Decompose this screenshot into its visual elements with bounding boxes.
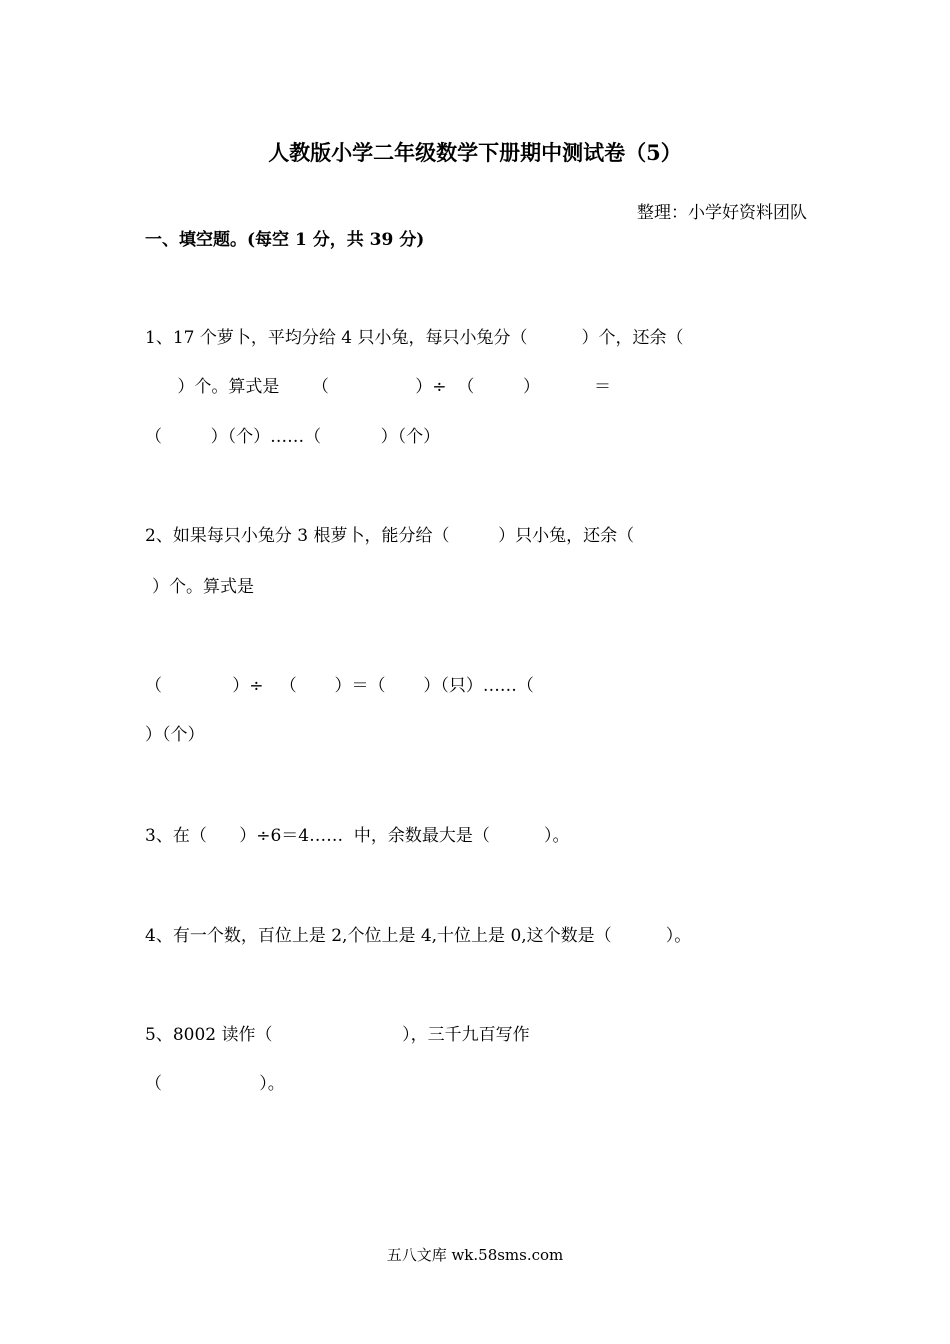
question-2-line-3: （ ）÷ （ ）＝（ ）（只）……（	[145, 676, 534, 696]
page-title: 人教版小学二年级数学下册期中测试卷（5）	[268, 140, 682, 165]
footer-watermark: 五八文库 wk.58sms.com	[386, 1246, 564, 1264]
question-3: 3、在（ ）÷6＝4…… 中，余数最大是（ ）。	[145, 826, 570, 846]
question-2-line-2: ）个。算式是	[152, 577, 254, 597]
question-5-line-2: （ ）。	[145, 1074, 285, 1094]
question-1-line-3: （ ）（个）……（ ）（个）	[145, 427, 441, 447]
question-2-line-4: ）（个）	[145, 725, 205, 745]
question-2-line-1: 2、如果每只小兔分 3 根萝卜，能分给（ ）只小兔，还余（	[145, 526, 635, 546]
section-heading-fill-blank: 一、填空题。(每空 1 分，共 39 分)	[145, 230, 425, 250]
question-4: 4、有一个数，百位上是 2,个位上是 4,十位上是 0,这个数是（ ）。	[145, 926, 692, 946]
question-5-line-1: 5、8002 读作（ ），三千九百写作	[145, 1025, 530, 1045]
question-1-line-1: 1、17 个萝卜，平均分给 4 只小兔，每只小兔分（ ）个，还余（	[145, 328, 684, 348]
question-1-line-2: ）个。算式是 （ ）÷ （ ） ＝	[145, 377, 612, 397]
author-credit: 整理：小学好资料团队	[637, 203, 807, 223]
